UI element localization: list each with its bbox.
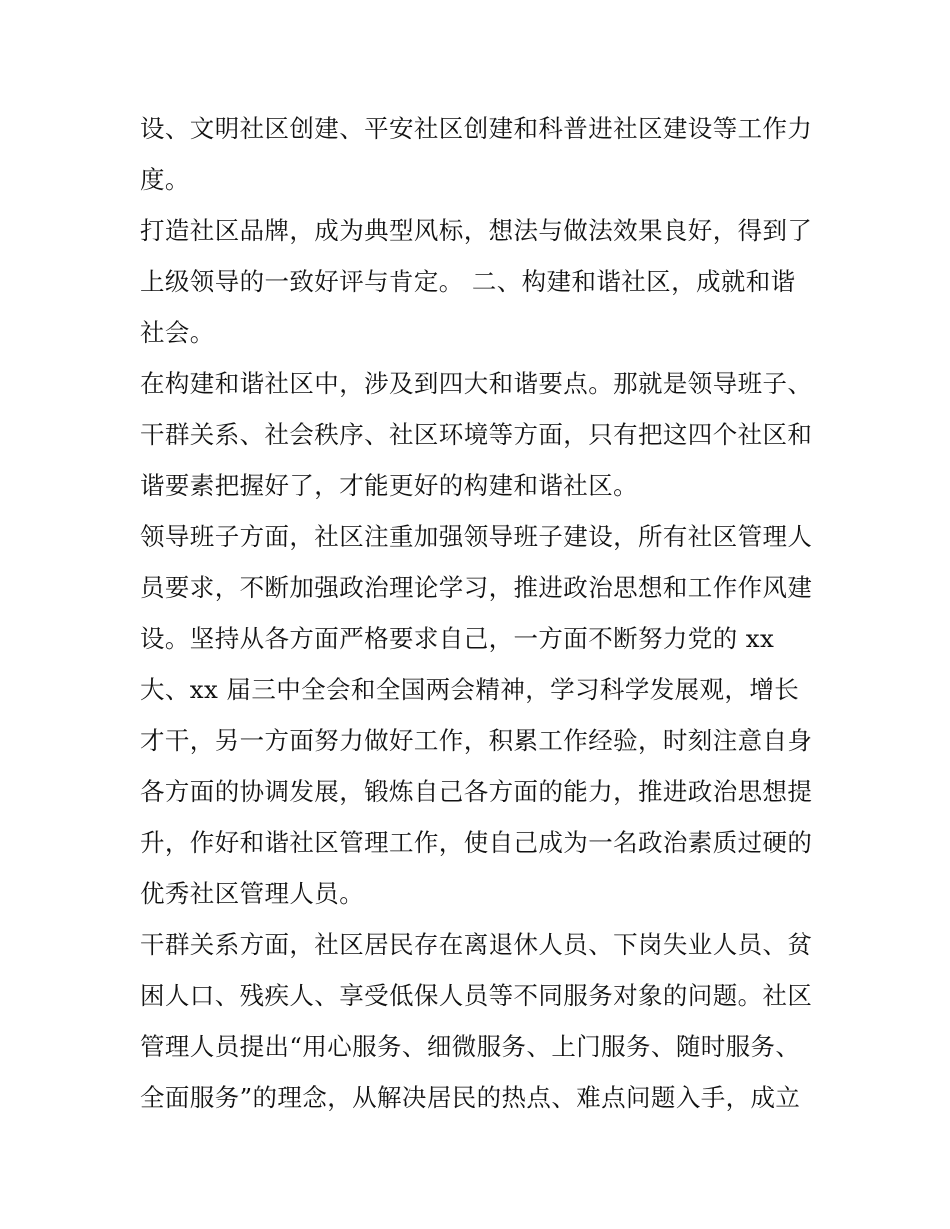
text-line: 各方面的协调发展，锻炼自己各方面的能力，推进政治思想提 — [140, 777, 813, 806]
text-line: 在构建和谐社区中，涉及到四大和谐要点。那就是领导班子、 — [140, 369, 813, 398]
text-line: 困人口、残疾人、享受低保人员等不同服务对象的问题。社区 — [140, 981, 813, 1010]
text-line: 设。坚持从各方面严格要求自己，一方面不断努力党的 xx — [140, 624, 775, 653]
text-line: 大、xx 届三中全会和全国两会精神，学习科学发展观，增长 — [140, 675, 800, 704]
text-line: 干群关系、社会秩序、社区环境等方面，只有把这四个社区和 — [140, 420, 813, 449]
document-body — [140, 103, 820, 1123]
text-line: 优秀社区管理人员。 — [140, 879, 365, 908]
text-line: 全面服务”的理念，从解决居民的热点、难点问题入手，成立 — [140, 1083, 801, 1112]
text-line: 领导班子方面，社区注重加强领导班子建设，所有社区管理人 — [140, 522, 813, 551]
text-line: 干群关系方面，社区居民存在离退休人员、下岗失业人员、贫 — [140, 930, 813, 959]
text-line: 打造社区品牌，成为典型风标，想法与做法效果良好，得到了 — [140, 216, 813, 245]
text-line: 才干，另一方面努力做好工作，积累工作经验，时刻注意自身 — [140, 726, 813, 755]
text-line: 社会。 — [140, 318, 215, 347]
text-line: 设、文明社区创建、平安社区创建和科普进社区建设等工作力 — [140, 114, 813, 143]
text-line: 度。 — [140, 165, 190, 194]
text-line: 员要求，不断加强政治理论学习，推进政治思想和工作作风建 — [140, 573, 813, 602]
text-line: 上级领导的一致好评与肯定。 二、构建和谐社区，成就和谐 — [140, 267, 796, 296]
text-line: 管理人员提出“用心服务、细微服务、上门服务、随时服务、 — [140, 1032, 801, 1061]
text-line: 谐要素把握好了，才能更好的构建和谐社区。 — [140, 471, 638, 500]
text-line: 升，作好和谐社区管理工作，使自己成为一名政治素质过硬的 — [140, 828, 813, 857]
